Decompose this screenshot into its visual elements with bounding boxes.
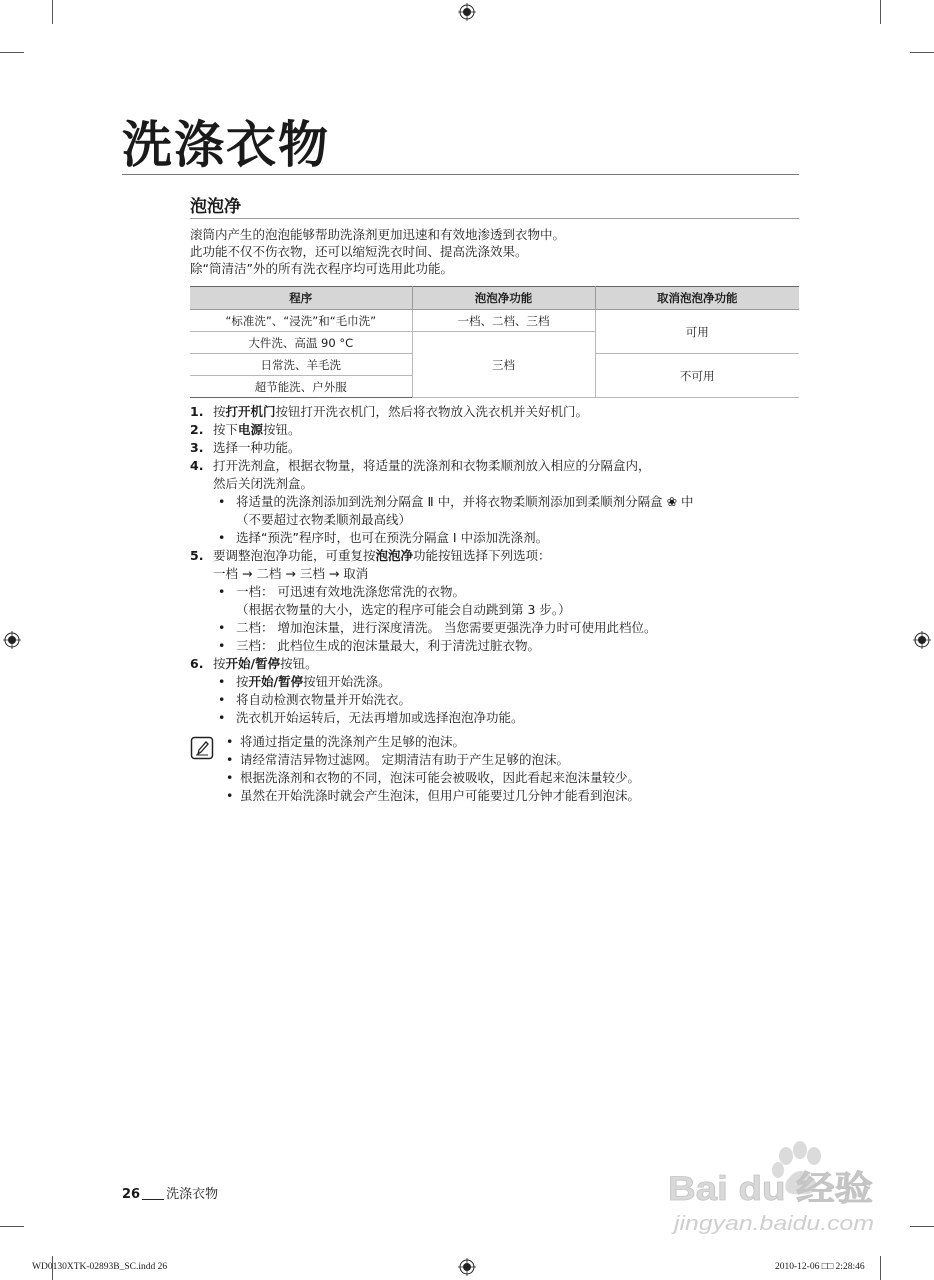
note-pencil-icon: [190, 736, 214, 760]
button-name: 泡泡净: [375, 548, 414, 563]
step-number: 3.: [190, 440, 204, 455]
step-number: 2.: [190, 422, 204, 437]
step-6: 6. 按开始/暂停按钮。: [190, 656, 318, 671]
watermark-url: jingyan.baidu.com: [670, 1213, 874, 1235]
note-item: • 请经常清洁异物过滤网。 定期清洁有助于产生足够的泡沫。: [226, 752, 569, 767]
step-4-continued: 然后关闭洗剂盒。: [213, 476, 314, 491]
table-cell: 超节能洗、户外服: [190, 376, 412, 398]
step-number: 4.: [190, 458, 204, 473]
intro-line: 滚筒内产生的泡泡能够帮助洗涤剂更加迅速和有效地渗透到衣物中。: [190, 227, 566, 242]
bubble-function-table: [190, 286, 799, 398]
button-name: 打开机门: [225, 404, 276, 419]
bullet: •: [226, 752, 234, 767]
step-number: 5.: [190, 548, 204, 563]
page-footer: [122, 1183, 218, 1202]
column-header: 取消泡泡净功能: [595, 287, 799, 310]
bullet: •: [218, 584, 226, 599]
column-header: 程序: [190, 287, 412, 310]
notes-list: [226, 733, 640, 805]
bullet: •: [226, 788, 234, 803]
step-6-bullet: • 洗衣机开始运转后，无法再增加或选择泡泡净功能。: [218, 710, 524, 725]
footer-separator: [142, 1199, 164, 1200]
section-divider: [190, 218, 799, 219]
baidu-jingyan-watermark: [668, 1130, 883, 1245]
note-item: • 将通过指定量的洗涤剂产生足够的泡沫。: [226, 734, 466, 749]
step-3: 3. 选择一种功能。: [190, 440, 301, 455]
page-title: 洗涤衣物: [122, 116, 330, 174]
crop-mark: [52, 0, 53, 24]
section-title: 泡泡净: [190, 197, 241, 217]
table-cell: 三档: [412, 332, 595, 398]
bullet: •: [226, 770, 234, 785]
table-cell: 大件洗、高温 90 °C: [190, 332, 412, 354]
table-row: [190, 310, 799, 332]
step-5-bullet: • 三档： 此档位生成的泡沫量最大，利于清洗过脏衣物。: [218, 638, 540, 653]
step-5-bullet: • 一档： 可迅速有效地洗涤您常洗的衣物。: [218, 584, 465, 599]
crop-mark: [880, 0, 881, 24]
table-header-row: [190, 287, 799, 310]
step-4-bullet: • 将适量的洗涤剂添加到洗剂分隔盒 Ⅱ 中，并将衣物柔顺剂添加到柔顺剂分隔盒 ❀ 中: [218, 494, 694, 509]
step-4: 4. 打开洗剂盒，根据衣物量，将适量的洗涤剂和衣物柔顺剂放入相应的分隔盒内，: [190, 458, 651, 473]
intro-line: 此功能不仅不伤衣物，还可以缩短洗衣时间、提高洗涤效果。: [190, 244, 528, 259]
step-5-bullet: • 二档： 增加泡沫量，进行深度清洗。 当您需要更强洗净力时可使用此档位。: [218, 620, 657, 635]
note-item: • 根据洗涤剂和衣物的不同，泡沫可能会被吸收，因此看起来泡沫量较少。: [226, 770, 641, 785]
crop-mark: [880, 1256, 881, 1280]
instruction-steps: [190, 403, 810, 727]
bullet: •: [218, 530, 226, 545]
step-4-bullet: • 选择“预洗”程序时，也可在预洗分隔盒 Ⅰ 中添加洗涤剂。: [218, 530, 549, 545]
step-4-bullet-continued: （不要超过衣物柔顺剂最高线）: [236, 512, 412, 527]
bullet: •: [226, 734, 234, 749]
step-6-bullet: • 按开始/暂停按钮开始洗涤。: [218, 674, 391, 689]
registration-mark-icon: [458, 3, 476, 21]
bullet: •: [218, 710, 226, 725]
bullet: •: [218, 638, 226, 653]
table-cell: 日常洗、羊毛洗: [190, 354, 412, 376]
table-cell: 不可用: [595, 354, 799, 398]
footer-filename: WD0130XTK-02893B_SC.indd 26: [32, 1262, 168, 1272]
button-name: 电源: [238, 422, 264, 437]
page-number: 26: [122, 1187, 141, 1202]
step-1: 1. 按打开机门按钮打开洗衣机门，然后将衣物放入洗衣机并关好机门。: [190, 404, 589, 419]
intro-paragraph: [190, 226, 800, 277]
step-number: 1.: [190, 404, 204, 419]
table-cell: “标准洗”、“浸洗”和“毛巾洗”: [190, 310, 412, 332]
bullet: •: [218, 620, 226, 635]
step-2: 2. 按下电源按钮。: [190, 422, 301, 437]
option-sequence: 一档 → 二档 → 三档 → 取消: [213, 566, 369, 581]
bullet: •: [218, 494, 226, 509]
table-cell: 可用: [595, 310, 799, 354]
footer-timestamp: 2010-12-06 □□ 2:28:46: [775, 1262, 865, 1272]
registration-mark-icon: [913, 631, 931, 649]
bullet: •: [218, 674, 226, 689]
step-5-bullet-continued: （根据衣物量的大小，选定的程序可能会自动跳到第 3 步。）: [236, 602, 571, 617]
button-name: 开始/暂停: [248, 674, 304, 689]
step-5: 5. 要调整泡泡净功能，可重复按泡泡净功能按钮选择下列选项：: [190, 548, 551, 563]
table-cell: 一档、二档、三档: [412, 310, 595, 332]
watermark-logo: Bai du 经验: [668, 1170, 873, 1208]
bullet: •: [218, 692, 226, 707]
title-divider: [122, 174, 799, 175]
note-item: • 虽然在开始洗涤时就会产生泡沫，但用户可能要过几分钟才能看到泡沫。: [226, 788, 641, 803]
intro-line: 除“筒清洁”外的所有洗衣程序均可选用此功能。: [190, 261, 453, 276]
crop-mark: [0, 52, 24, 53]
step-6-bullet: • 将自动检测衣物量并开始洗衣。: [218, 692, 412, 707]
button-name: 开始/暂停: [225, 656, 281, 671]
crop-mark: [0, 1226, 24, 1227]
registration-mark-icon: [3, 631, 21, 649]
registration-mark-icon: [458, 1258, 476, 1276]
page-label: 洗涤衣物: [166, 1187, 219, 1202]
column-header: 泡泡净功能: [412, 287, 595, 310]
crop-mark: [910, 52, 934, 53]
crop-mark: [910, 1226, 934, 1227]
step-number: 6.: [190, 656, 204, 671]
